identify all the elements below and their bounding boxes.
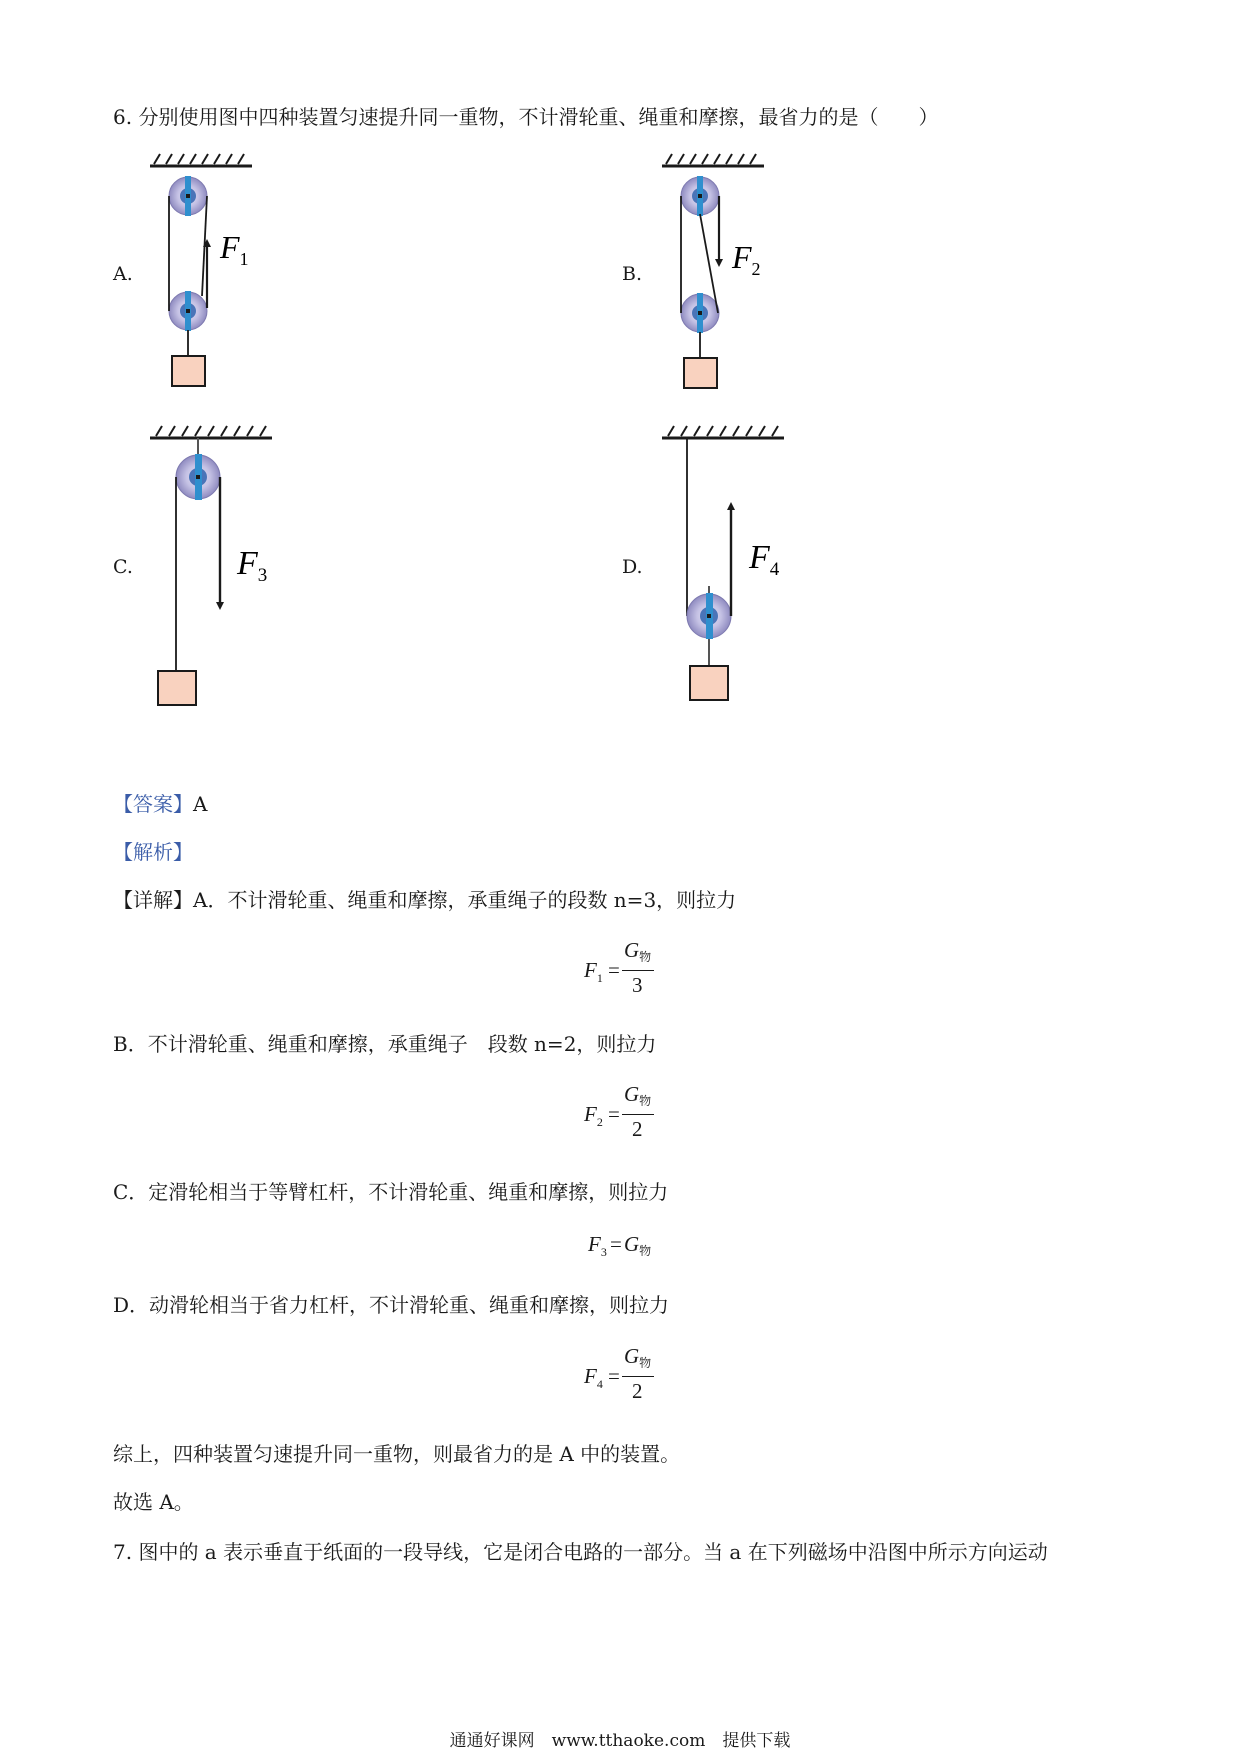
- option-c-label: C.: [113, 556, 133, 578]
- question-7-stem: 7. 图中的 a 表示垂直于纸面的一段导线，它是闭合电路的一部分。当 a 在下列磁场中沿图中所示方向运动: [113, 1540, 1048, 1564]
- formula-f4-den: 2: [632, 1379, 643, 1403]
- question-6-stem: 6. 分别使用图中四种装置匀速提升同一重物，不计滑轮重、绳重和摩擦，最省力的是（ ）: [113, 105, 939, 129]
- detail-c-text: C．定滑轮相当于等臂杠杆，不计滑轮重、绳重和摩擦，则拉力: [113, 1180, 669, 1204]
- fixed-pulley: [681, 176, 719, 216]
- fixed-pulley: [176, 438, 220, 500]
- formula-f2-eq: =: [608, 1102, 620, 1126]
- weight-block: [684, 358, 717, 388]
- figure-d-movable-pulley: [652, 416, 812, 716]
- ceiling-hatch: [150, 154, 252, 166]
- option-b-label: B.: [622, 263, 643, 285]
- rope: [169, 196, 207, 356]
- detail-b-text: B．不计滑轮重、绳重和摩擦，承重绳子 段数 n=2，则拉力: [113, 1032, 657, 1056]
- weight-block: [690, 666, 728, 700]
- formula-f4-num: G物: [624, 1344, 652, 1370]
- rope: [681, 196, 718, 358]
- analysis-tag: 【解析】: [113, 840, 193, 864]
- rope: [176, 477, 220, 671]
- formula-f2-den: 2: [632, 1117, 643, 1141]
- force-label-f2: $F_2$: [732, 239, 761, 279]
- formula-f3-eq: =: [610, 1232, 622, 1256]
- formula-f2-num: G物: [624, 1082, 652, 1108]
- movable-pulley: [681, 293, 719, 333]
- fixed-pulley: [169, 176, 207, 216]
- formula-f1-num: G物: [624, 938, 652, 964]
- ceiling-hatch: [662, 154, 764, 166]
- formula-f4: [584, 1344, 674, 1410]
- weight-block: [158, 671, 196, 705]
- detail-d-text: D．动滑轮相当于省力杠杆，不计滑轮重、绳重和摩擦，则拉力: [113, 1293, 670, 1317]
- formula-f2: [584, 1082, 674, 1148]
- force-label-f1: $F_1$: [220, 229, 249, 269]
- formula-f1-lhs: $F_1$: [584, 958, 603, 986]
- movable-pulley: [169, 291, 207, 331]
- ceiling-hatch: [150, 426, 272, 438]
- weight-block: [172, 356, 205, 386]
- formula-f1: [584, 938, 674, 1004]
- option-d-label: D.: [622, 556, 643, 578]
- formula-f1-den: 3: [632, 973, 643, 997]
- figure-a-pulley-system: [140, 148, 260, 398]
- answer-line: [113, 790, 207, 818]
- formula-f3-lhs: $F_3$: [588, 1232, 607, 1260]
- choice-text: 故选 A。: [113, 1490, 194, 1514]
- figure-c-fixed-pulley: [140, 416, 300, 716]
- option-a-label: A.: [113, 263, 133, 285]
- force-label-f3: $F_3$: [237, 545, 268, 586]
- page-footer: 通通好课网 www.tthaoke.com 提供下载: [449, 1731, 791, 1751]
- formula-f2-lhs: $F_2$: [584, 1102, 603, 1130]
- force-label-f4: $F_4$: [749, 539, 780, 580]
- formula-f4-lhs: $F_4$: [584, 1364, 603, 1392]
- formula-f4-eq: =: [608, 1364, 620, 1388]
- figure-b-pulley-system: [652, 148, 792, 398]
- formula-f3: [588, 1232, 678, 1262]
- answer-tag: 【答案】: [113, 792, 193, 816]
- detail-a-text: 【详解】A．不计滑轮重、绳重和摩擦，承重绳子的段数 n=3，则拉力: [113, 888, 737, 912]
- conclusion-text: 综上，四种装置匀速提升同一重物，则最省力的是 A 中的装置。: [113, 1442, 681, 1466]
- movable-pulley: [687, 586, 731, 666]
- ceiling-hatch: [662, 426, 784, 438]
- answer-value: A: [193, 792, 208, 816]
- formula-f3-rhs: G物: [624, 1232, 652, 1258]
- formula-f1-eq: =: [608, 958, 620, 982]
